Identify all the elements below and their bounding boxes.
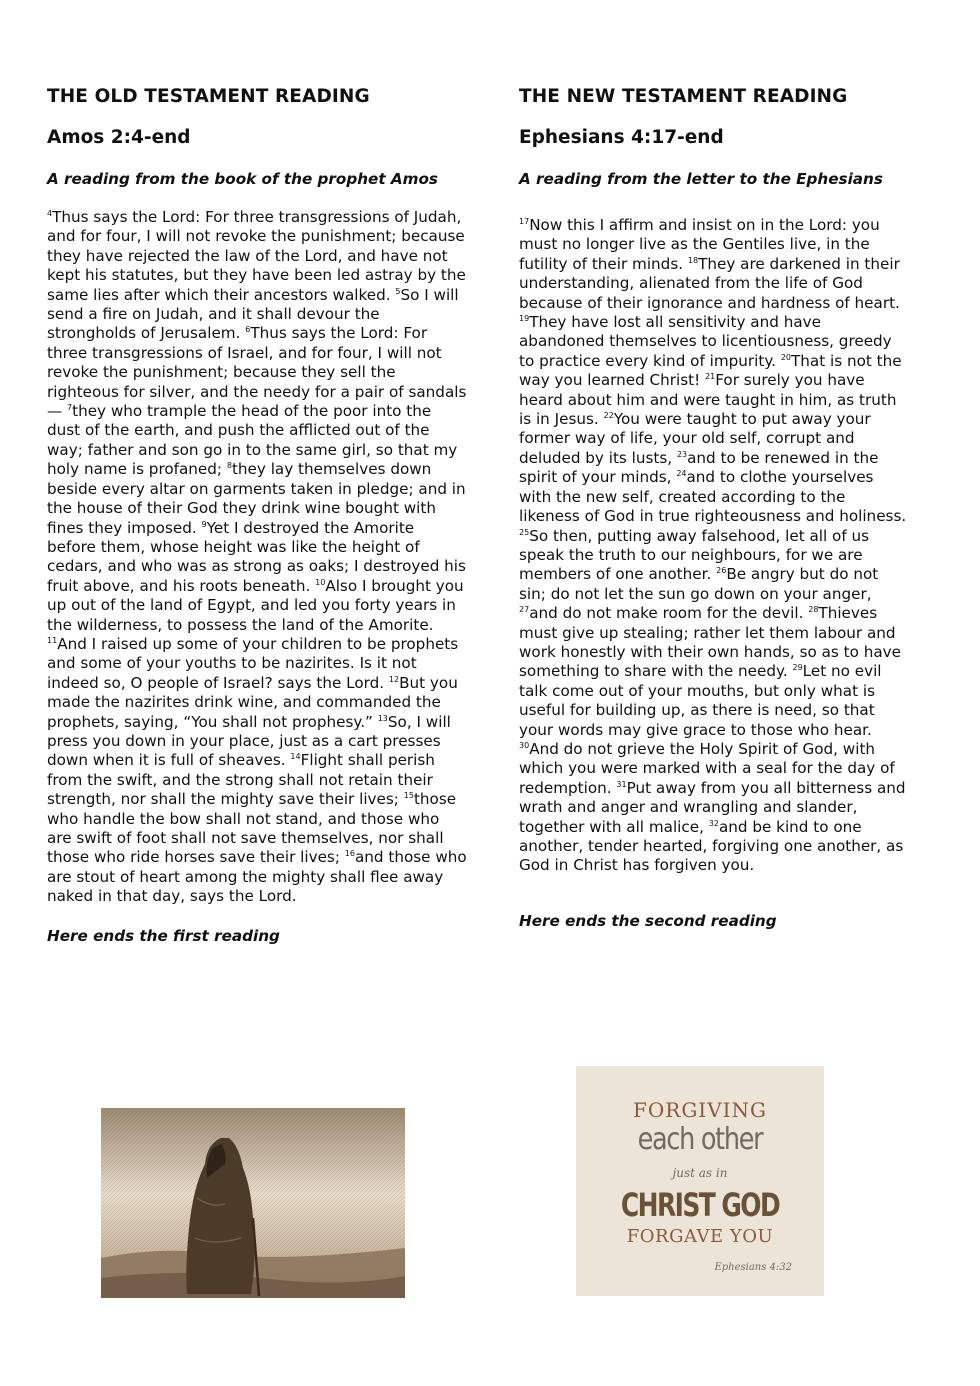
verse-text: and do not make room for the devil. [529,604,809,623]
verse-number: 4 [47,208,53,218]
verse-text: And I raised up some of your children to be prophets and some of your youths to be nazirites. Is it not indeed so, O people of Israel? says the Lord. [47,634,459,692]
verse-text: For surely you have heard about him and were taught in him, as truth is in Jesus. [519,371,897,429]
card-line-each-other: each other [637,1122,763,1157]
verse-text: So, I will press you down in your place, just as a cart presses down when it is full of sheaves. [47,712,451,770]
first-reading-ending: Here ends the first reading [47,926,280,945]
old-testament-text [47,208,467,907]
verse-text: But you made the nazirites drink wine, and commanded the prophets, saying, “You shall not prophesy.” [47,673,458,731]
new-testament-reference: Ephesians 4:17-end [519,127,724,148]
verse-text: Be angry but do not sin; do not let the sun go down on your anger, [519,565,879,603]
new-testament-text [519,216,909,876]
ephesians-scripture-card [576,1066,824,1296]
verse-number: 30 [519,740,530,750]
verse-text: Thus says the Lord: For three transgressions of Israel, and for four, I will not revoke the punishment; because they sell the righteous for silver, and the needy for a pair of sandals— [47,324,467,421]
verse-number: 6 [245,325,251,335]
verse-number: 7 [67,403,73,412]
verse-text: and to clothe yourselves with the new self, created according to the likeness of God in true righteousness and holiness. [519,468,907,526]
verse-number: 29 [792,663,803,673]
old-testament-heading: THE OLD TESTAMENT READING [47,86,370,107]
prophet-engraving-image [101,1108,405,1298]
verse-number: 27 [519,605,530,615]
verse-number: 14 [290,752,301,762]
old-testament-column [47,86,467,945]
verse-text: That is not the way you learned Christ! [519,351,902,390]
verse-text: Put away from you all bitterness and wrath and anger and wrangling and slander, together with all malice, [519,778,906,836]
new-testament-heading: THE NEW TESTAMENT READING [519,86,848,107]
verse-text: Flight shall perish from the swift, and the strong shall not retain their strength, nor shall the mighty save their lives; [47,751,435,809]
verse-text: those who handle the bow shall not stand, and those who are swift of foot shall not save themselves, nor shall those who ride horses save their lives; [47,790,457,867]
verse-text: They have lost all sensitivity and have abandoned themselves to licentiousness, greedy to practice every kind of impurity. [519,313,892,370]
verse-number: 21 [705,372,716,382]
card-line-reference: Ephesians 4:32 [714,1262,792,1273]
verse-number: 11 [47,635,58,645]
verse-text: they who trample the head of the poor into the dust of the earth, and push the afflicted out of the way; father and son go in to the same girl, so that my holy name is profaned; [47,402,458,479]
verse-text: And do not grieve the Holy Spirit of God, with which you were marked with a seal for the day of redemption. [519,739,895,797]
verse-number: 12 [388,674,400,684]
verse-text: and to be renewed in the spirit of your minds, [519,448,879,487]
verse-number: 5 [395,286,401,296]
verse-text: they lay themselves down beside every altar on garments taken in pledge; and in the house of their God they drink wine bought with fines they imposed. [47,460,466,537]
verse-text: Thieves must give up stealing; rather let them labour and work honestly with their own hands, so as to have something to share with the needy. [519,604,901,681]
new-testament-column [519,86,909,930]
verse-text: and those who are stout of heart among the mighty shall flee away naked in that day, says the Lord. [47,848,467,906]
card-line-just-as-in: just as in [672,1166,728,1180]
verse-text: Yet I destroyed the Amorite before them, whose height was like the height of cedars, and who was as strong as oaks; I destroyed his fruit above, and his roots beneath. [47,518,466,595]
verse-text: So then, putting away falsehood, let all of us speak the truth to our neighbours, for we are members of one another. [519,526,870,584]
card-line-forgave-you: FORGAVE YOU [626,1226,774,1247]
verse-number: 26 [716,566,727,576]
verse-number: 13 [377,713,388,723]
card-line-forgiving: FORGIVING [632,1098,768,1122]
verse-number: 8 [226,461,232,471]
verse-number: 16 [344,849,355,859]
old-testament-reference: Amos 2:4-end [47,127,191,148]
verse-text: Let no evil talk come out of your mouths, but only what is useful for building up, as there is need, so that your words may give grace to those who hear. [519,662,882,739]
new-testament-intro: A reading from the letter to the Ephesians [519,170,883,188]
verse-number: 15 [403,791,414,801]
verse-text: and be kind to one another, tender hearted, forgiving one another, as God in Christ has forgiven you. [519,817,904,875]
verse-number: 28 [808,605,819,615]
verse-text: Also I brought you up out of the land of Egypt, and led you forty years in the wilderness, to possess the land of the Amorite. [47,576,464,634]
verse-text: So I will send a fire on Judah, and it shall devour the strongholds of Jerusalem. [47,285,459,343]
verse-number: 20 [780,352,791,362]
second-reading-ending: Here ends the second reading [519,911,777,930]
verse-text: Thus says the Lord: For three transgressions of Judah, and for four, I will not revoke the punishment; because they have rejected the law of the Lord, and have not kept his statutes, but they have been led astray by the same lies after which their ancestors walked. [47,208,466,304]
verse-number: 18 [687,255,699,265]
card-line-christ-god: CHRIST GOD [620,1186,780,1224]
verse-text: You were taught to put away your former way of life, your old self, corrupt and deluded by its lusts, [519,410,871,467]
verse-text: Now this I affirm and insist on in the Lord: you must no longer live as the Gentiles live, in the futility of their minds. [519,216,880,273]
verse-number: 10 [315,577,326,587]
verse-text: They are darkened in their understanding, alienated from the life of God because of their ignorance and hardness of heart. [519,254,900,312]
verse-number: 25 [519,527,530,537]
verse-number: 19 [519,313,530,323]
verse-number: 23 [676,449,688,459]
old-testament-intro: A reading from the book of the prophet Amos [47,170,438,188]
verse-number: 32 [708,818,719,828]
verse-number: 9 [201,519,207,529]
verse-number: 17 [519,216,530,226]
verse-number: 22 [603,411,614,420]
verse-number: 31 [616,779,627,789]
verse-number: 24 [676,469,687,479]
